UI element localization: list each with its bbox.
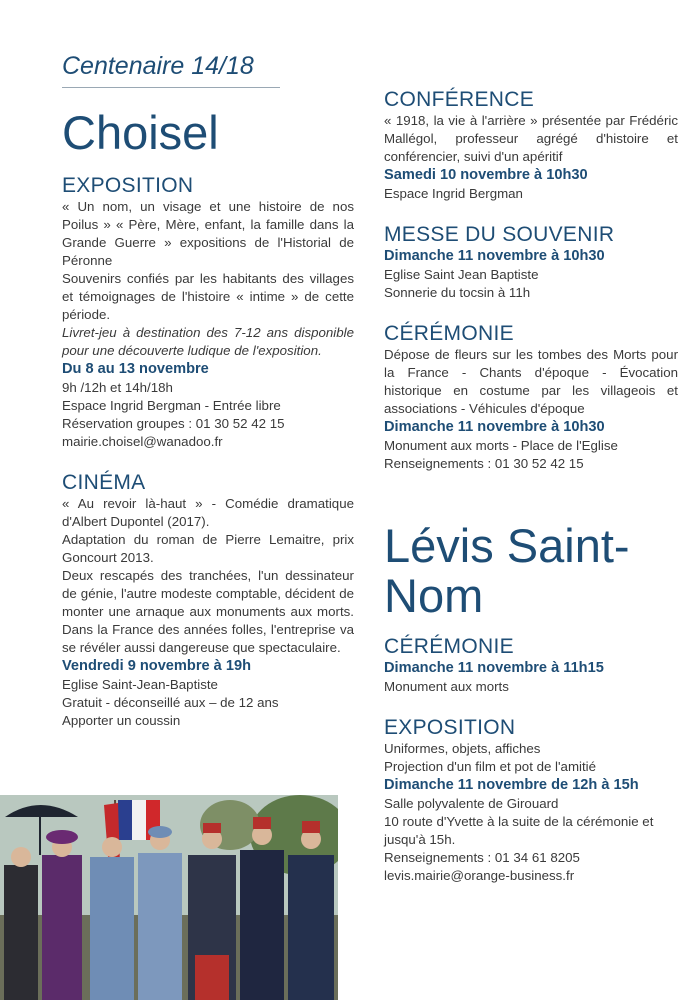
levis-exposition-email: levis.mairie@orange-business.fr <box>384 868 575 883</box>
conference-date: Samedi 10 novembre à 10h30 <box>384 167 588 183</box>
town-levis-saint-nom: Lévis Saint-Nom <box>384 519 630 622</box>
choisel-ceremonie <box>384 322 678 473</box>
cinema-date: Vendredi 9 novembre à 19h <box>62 658 251 674</box>
section-title: CÉRÉMONIE <box>384 322 514 345</box>
levis-exposition <box>384 716 678 885</box>
cinema-film: « Au revoir là-haut » - Comédie dramatique d'Albert Dupontel (2017). <box>62 496 354 529</box>
section-title: EXPOSITION <box>384 716 516 739</box>
exposition-hours: 9h /12h et 14h/18h <box>62 380 173 395</box>
exposition-booking: Réservation groupes : 01 30 52 42 15 <box>62 416 285 431</box>
ceremonie-place: Monument aux morts - Place de l'Eglise <box>384 438 618 453</box>
right-column <box>384 88 678 885</box>
conference-place: Espace Ingrid Bergman <box>384 186 523 201</box>
left-column <box>62 52 354 730</box>
section-title: EXPOSITION <box>62 174 194 197</box>
section-title: CINÉMA <box>62 471 146 494</box>
exposition-description: « Un nom, un visage et une histoire de nos Poilus » « Père, Mère, enfant, la famille dans la Grande Guerre » expositions de l'Historial de Péronne <box>62 199 354 268</box>
ceremonie-description: Dépose de fleurs sur les tombes des Morts pour la France - Chants d'époque - Évocation historique en costume par les villageois et associations - Véhicules d'époque <box>384 347 678 416</box>
cinema-place: Eglise Saint-Jean-Baptiste <box>62 677 218 692</box>
cinema-note: Apporter un coussin <box>62 713 181 728</box>
exposition-livret: Livret-jeu à destination des 7-12 ans disponible pour une découverte ludique de l'exposition. <box>62 325 354 358</box>
cinema-synopsis: Deux rescapés des tranchées, l'un dessinateur de génie, l'autre modeste comptable, décident de monter une arnaque aux monuments aux morts. Dans la France des années folles, l'entreprise va se révéler aussi dangereuse que spectaculaire. <box>62 568 354 655</box>
exposition-date: Du 8 au 13 novembre <box>62 361 209 377</box>
ceremonie-date: Dimanche 11 novembre à 10h30 <box>384 419 605 435</box>
cinema-adaptation: Adaptation du roman de Pierre Lemaitre, prix Goncourt 2013. <box>62 532 354 565</box>
conference-description: « 1918, la vie à l'arrière » présentée par Frédéric Mallégol, professeur agrégé d'histoire et conférencier, suivi d'un apéritif <box>384 113 678 164</box>
levis-exposition-address: 10 route d'Yvette à la suite de la cérémonie et jusqu'à 15h. <box>384 814 654 847</box>
choisel-exposition <box>62 174 354 451</box>
town-choisel: Choisel <box>62 106 219 159</box>
messe-date: Dimanche 11 novembre à 10h30 <box>384 248 605 264</box>
section-title: CÉRÉMONIE <box>384 635 514 658</box>
choisel-cinema <box>62 471 354 730</box>
levis-exposition-projection: Projection d'un film et pot de l'amitié <box>384 759 597 774</box>
cinema-price: Gratuit - déconseillé aux – de 12 ans <box>62 695 279 710</box>
levis-exposition-date: Dimanche 11 novembre de 12h à 15h <box>384 777 639 793</box>
levis-exposition-objects: Uniformes, objets, affiches <box>384 741 541 756</box>
messe-place: Eglise Saint Jean Baptiste <box>384 267 539 282</box>
exposition-souvenirs: Souvenirs confiés par les habitants des villages et témoignages de l'histoire « intime » de cette période. <box>62 271 354 322</box>
levis-exposition-place: Salle polyvalente de Girouard <box>384 796 559 811</box>
levis-exposition-info: Renseignements : 01 34 61 8205 <box>384 850 580 865</box>
levis-ceremonie-date: Dimanche 11 novembre à 11h15 <box>384 660 604 676</box>
levis-ceremonie <box>384 635 678 696</box>
section-title: CONFÉRENCE <box>384 88 535 111</box>
messe-note: Sonnerie du tocsin à 11h <box>384 285 531 300</box>
section-title: MESSE DU SOUVENIR <box>384 223 615 246</box>
ceremonie-info: Renseignements : 01 30 52 42 15 <box>384 456 584 471</box>
exposition-place: Espace Ingrid Bergman - Entrée libre <box>62 398 281 413</box>
centenaire-title: Centenaire 14/18 <box>62 52 280 88</box>
exposition-email: mairie.choisel@wanadoo.fr <box>62 434 223 449</box>
choisel-messe <box>384 223 678 302</box>
levis-ceremonie-place: Monument aux morts <box>384 679 509 694</box>
choisel-conference <box>384 88 678 203</box>
photo-illustration <box>0 795 338 1000</box>
reenactors-photo <box>0 795 338 1000</box>
